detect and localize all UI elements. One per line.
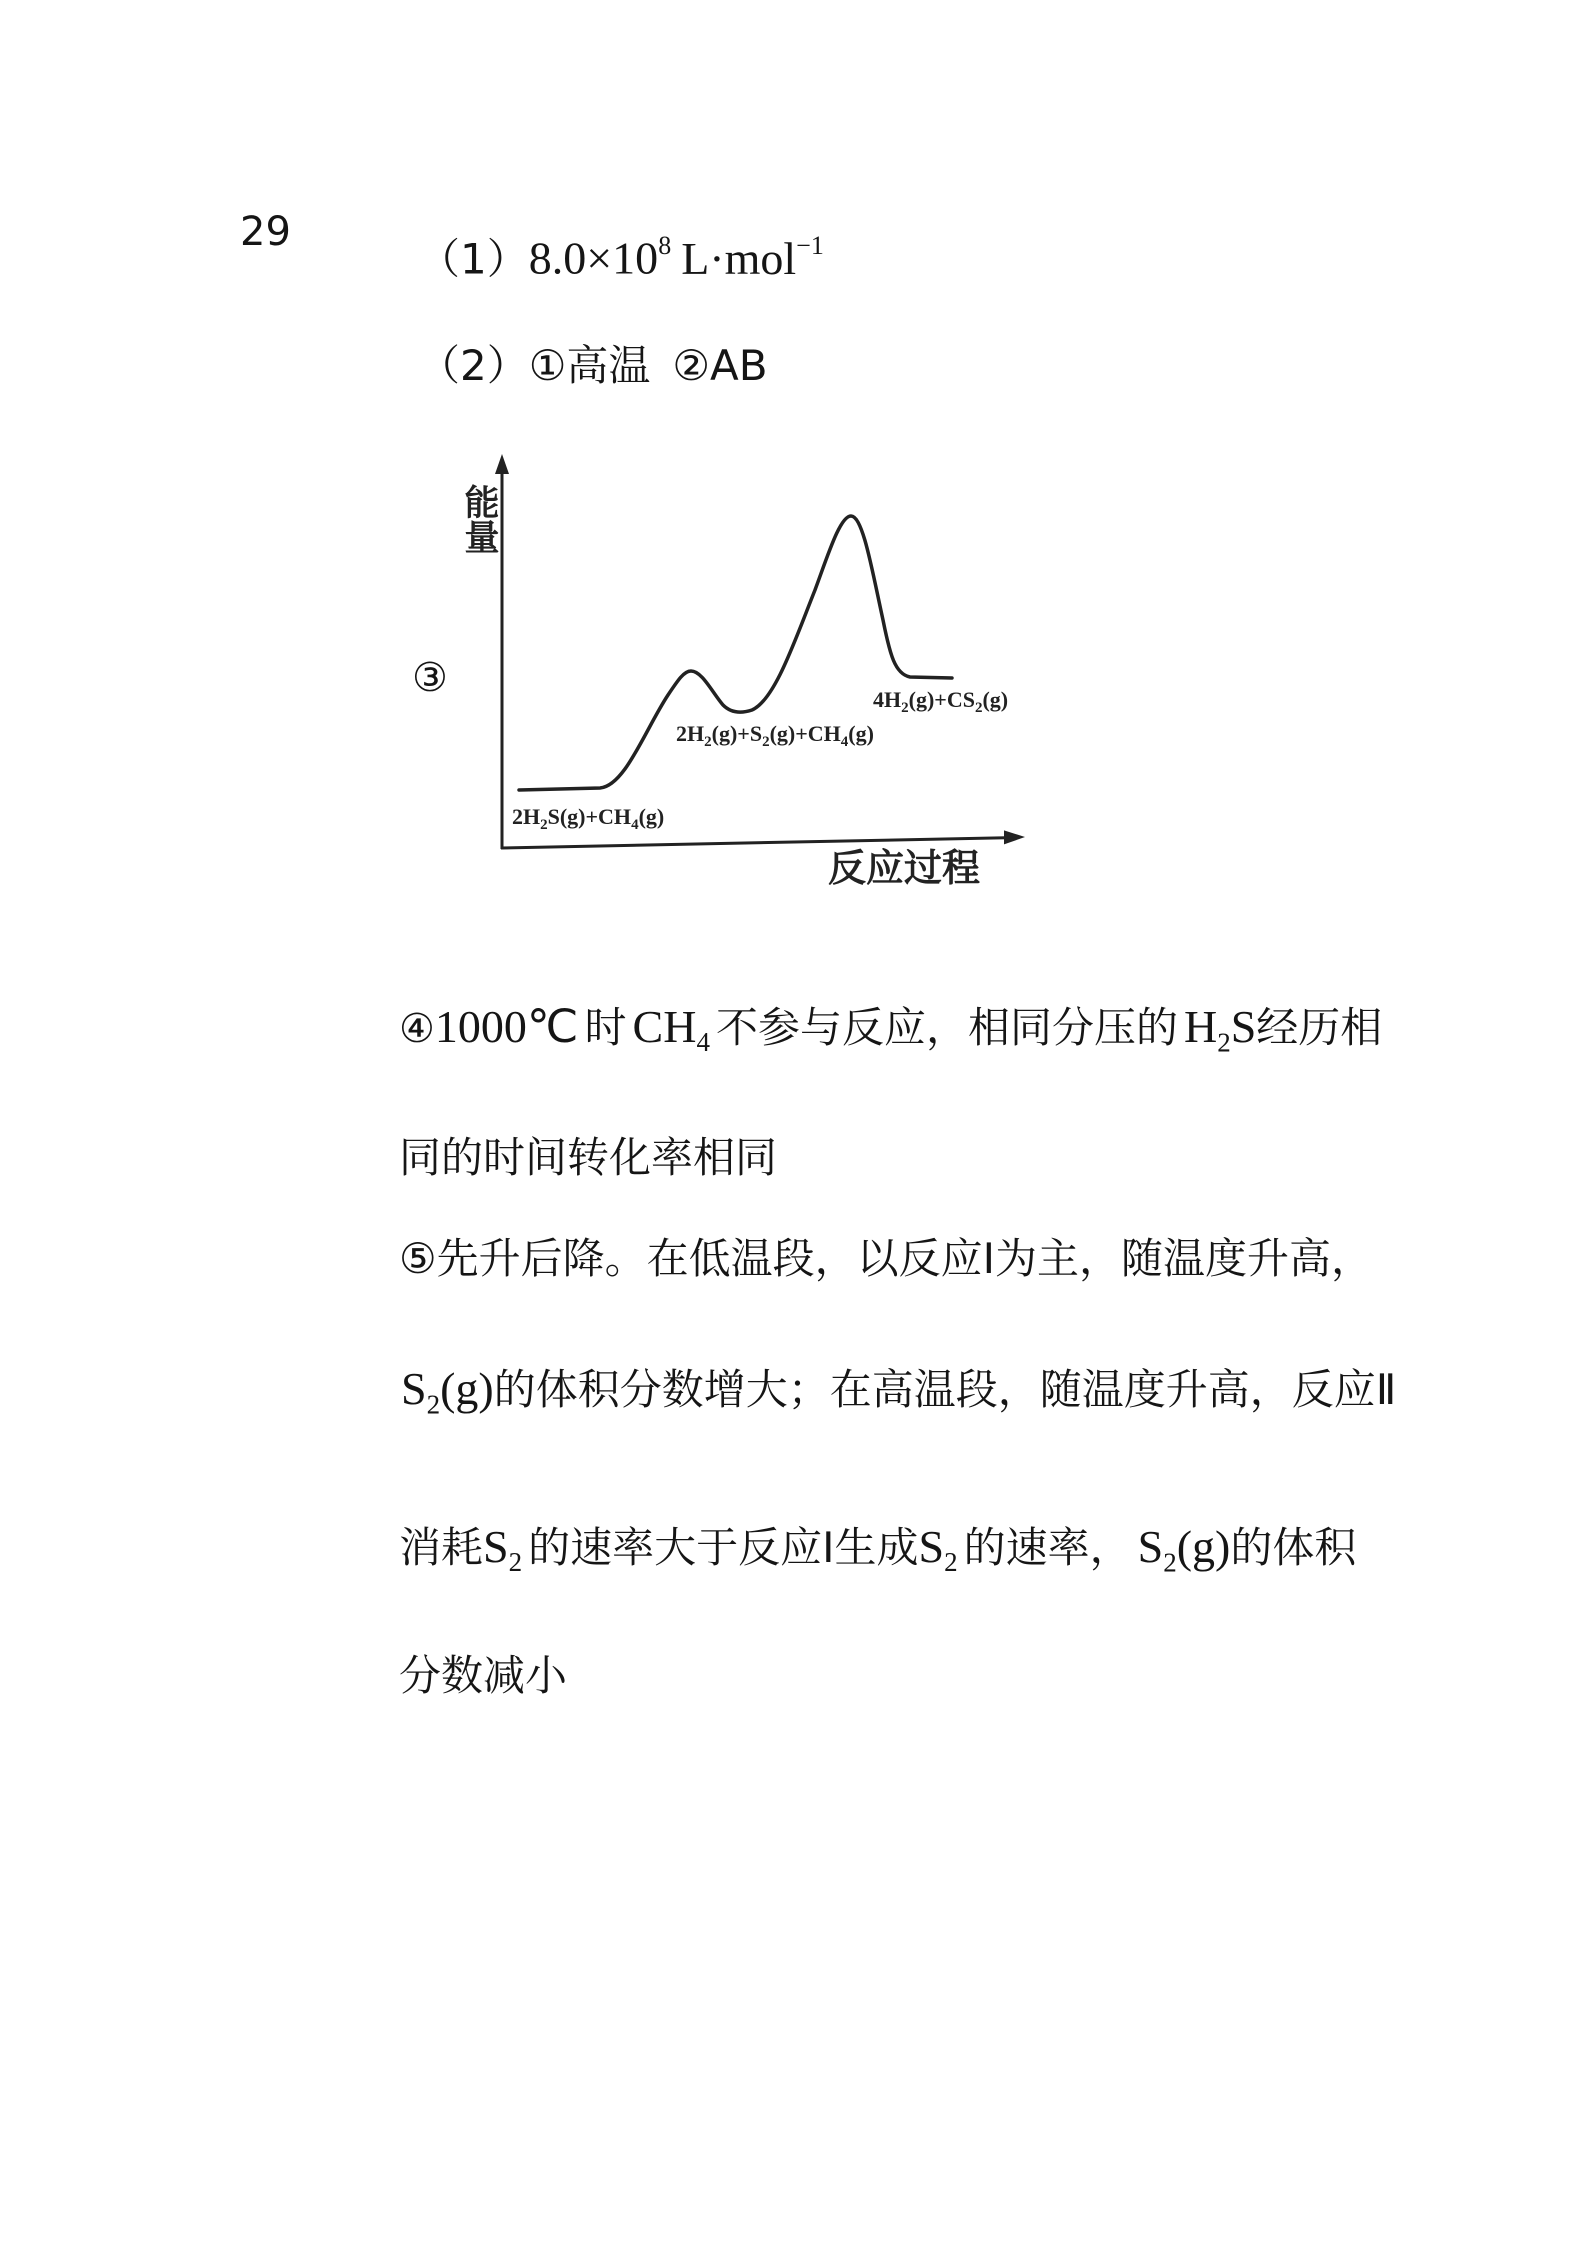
intermediates-part: (g)+S bbox=[711, 721, 763, 746]
answer-part-4-line-1 bbox=[399, 997, 1382, 1072]
formula-subscript: 2 bbox=[508, 1547, 523, 1578]
answer-part-5-line-3 bbox=[399, 1517, 1356, 1592]
products-part: 4H bbox=[873, 687, 902, 712]
part-3-marker: ③ bbox=[412, 655, 448, 701]
reactants-part: (g) bbox=[638, 804, 665, 829]
formula-subscript: 2 bbox=[426, 1389, 441, 1420]
products-subscript: 2 bbox=[901, 700, 909, 716]
text-run: 时 bbox=[584, 1003, 627, 1052]
answer-part-5-line-2 bbox=[401, 1359, 1396, 1434]
reactants-subscript: 4 bbox=[631, 817, 639, 833]
formula-s: S bbox=[1137, 1521, 1164, 1572]
text-run: 的速率大于反应Ⅰ生成 bbox=[528, 1523, 919, 1572]
text-run: 的速率， bbox=[963, 1523, 1132, 1572]
intermediates-subscript: 2 bbox=[704, 734, 712, 750]
formula-state: (g) bbox=[440, 1363, 494, 1414]
reactants-part: S(g)+CH bbox=[547, 804, 632, 829]
products-subscript: 2 bbox=[974, 700, 983, 716]
formula-ch: CH bbox=[632, 1001, 697, 1052]
text-run: 不参与反应，相同分压的 bbox=[715, 1003, 1178, 1052]
reactants-subscript: 2 bbox=[540, 817, 548, 833]
reactants-label bbox=[512, 804, 664, 833]
formula-subscript: 2 bbox=[1217, 1027, 1231, 1058]
part-1-mantissa: 8.0×10 bbox=[528, 232, 659, 284]
products-label bbox=[873, 687, 1008, 716]
formula-s: S bbox=[1230, 1001, 1257, 1052]
part-2-item-1: ①高温 bbox=[528, 341, 651, 390]
x-axis-arrow bbox=[1004, 830, 1025, 844]
part-4-marker: ④ bbox=[399, 1006, 435, 1052]
intermediates-part: (g)+CH bbox=[769, 721, 841, 746]
temperature-value: 1000℃ bbox=[434, 1001, 579, 1052]
text-run: 的体积 bbox=[1230, 1523, 1357, 1572]
question-number: 29 bbox=[240, 209, 291, 255]
formula-h: H bbox=[1183, 1001, 1218, 1052]
formula-s: S bbox=[401, 1363, 427, 1414]
part-1-unit: L·mol bbox=[681, 232, 797, 284]
intermediates-subscript: 4 bbox=[840, 734, 849, 750]
part-2-item-2: ②AB bbox=[672, 341, 768, 390]
formula-subscript: 2 bbox=[944, 1547, 958, 1578]
products-part: (g)+CS bbox=[908, 687, 975, 712]
reactants-part: 2H bbox=[512, 804, 541, 829]
part-1-unit-exponent: −1 bbox=[796, 231, 824, 260]
formula-subscript: 2 bbox=[1163, 1547, 1177, 1578]
y-axis-arrow bbox=[495, 454, 509, 474]
answer-part-5-line-1: ⑤先升后降。在低温段，以反应Ⅰ为主，随温度升高， bbox=[399, 1234, 1374, 1283]
answer-part-2 bbox=[418, 336, 768, 396]
text-run: 经历相 bbox=[1256, 1003, 1383, 1052]
answer-part-5-line-4: 分数减小 bbox=[399, 1651, 568, 1700]
formula-state: (g) bbox=[1176, 1521, 1231, 1572]
intermediates-part: 2H bbox=[676, 721, 705, 746]
x-axis-label: 反应过程 bbox=[828, 846, 981, 890]
text-run: 消耗 bbox=[399, 1523, 484, 1572]
text-run: 的体积分数增大；在高温段，随温度升高，反应Ⅱ bbox=[493, 1365, 1397, 1414]
answer-part-4-line-2: 同的时间转化率相同 bbox=[399, 1133, 778, 1182]
intermediates-part: (g) bbox=[848, 721, 874, 746]
part-1-label: （1） bbox=[418, 234, 529, 284]
y-axis-label: 能量 bbox=[459, 484, 499, 554]
products-part: (g) bbox=[982, 687, 1009, 712]
energy-curve bbox=[519, 516, 952, 790]
intermediates-label bbox=[676, 721, 874, 750]
part-1-exponent: 8 bbox=[658, 231, 672, 260]
part-2-label: （2） bbox=[418, 341, 529, 390]
answer-part-1 bbox=[418, 216, 824, 290]
formula-s: S bbox=[483, 1521, 509, 1572]
formula-s: S bbox=[918, 1521, 945, 1572]
formula-subscript: 4 bbox=[696, 1027, 710, 1058]
energy-diagram bbox=[440, 440, 1060, 900]
intermediates-subscript: 2 bbox=[762, 734, 770, 750]
